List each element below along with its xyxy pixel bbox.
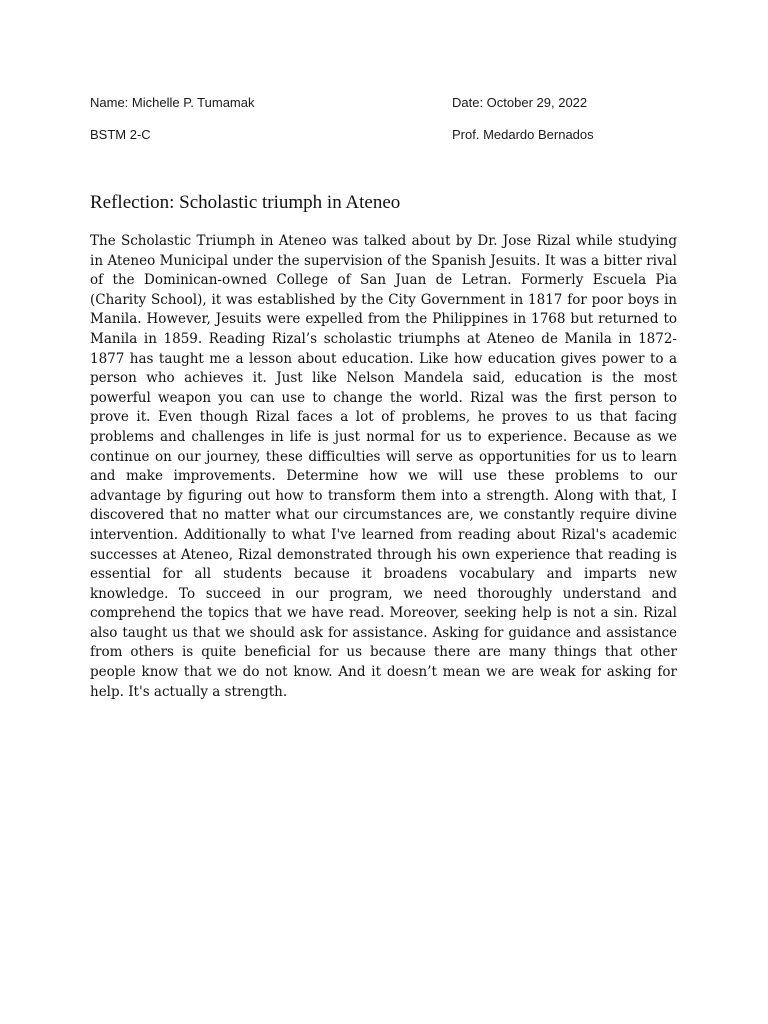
section-label: BSTM 2-C — [90, 127, 151, 142]
reflection-body: The Scholastic Triumph in Ateneo was talked about by Dr. Jose Rizal while studying in Ateneo Municipal under the supervision of the Spanish Jesuits. It was a bitter rival of the Dominican-owned College of San Juan de Letran. Formerly Escuela Pia (Charity School), it was established by the City Government in 1817 for poor boys in Manila. However, Jesuits were expelled from the Philippines in 1768 but returned to Manila in 1859. Reading Rizal’s scholastic triumphs at Ateneo de Manila in 1872-1877 has taught me a lesson about education. Like how education gives power to a person who achieves it. Just like Nelson Mandela said, education is the most powerful weapon you can use to change the world. Rizal was the first person to prove it. Even though Rizal faces a lot of problems, he proves to us that facing problems and challenges in life is just normal for us to experience. Because as we continue on our journey, these difficulties will serve as opportunities for us to learn and make improvements. Determine how we will use these problems to our advantage by figuring out how to transform them into a strength. Along with that, I discovered that no matter what our circumstances are, we constantly require divine intervention. Additionally to what I've learned from reading about Rizal's academic successes at Ateneo, Rizal demonstrated through his own experience that reading is essential for all students because it broadens vocabulary and imparts new knowledge. To succeed in our program, we need thoroughly understand and comprehend the topics that we have read. Moreover, seeking help is not a sin. Rizal also taught us that we should ask for assistance. Asking for guidance and assistance from others is quite beneficial for us because there are many things that other people know that we do not know. And it doesn’t mean we are weak for asking for help. It's actually a strength. — [90, 233, 677, 700]
professor-label: Prof. Medardo Bernados — [452, 127, 594, 142]
student-name: Name: Michelle P. Tumamak — [90, 95, 255, 110]
document-title: Reflection: Scholastic triumph in Ateneo — [90, 192, 401, 213]
date-label: Date: October 29, 2022 — [452, 95, 588, 110]
